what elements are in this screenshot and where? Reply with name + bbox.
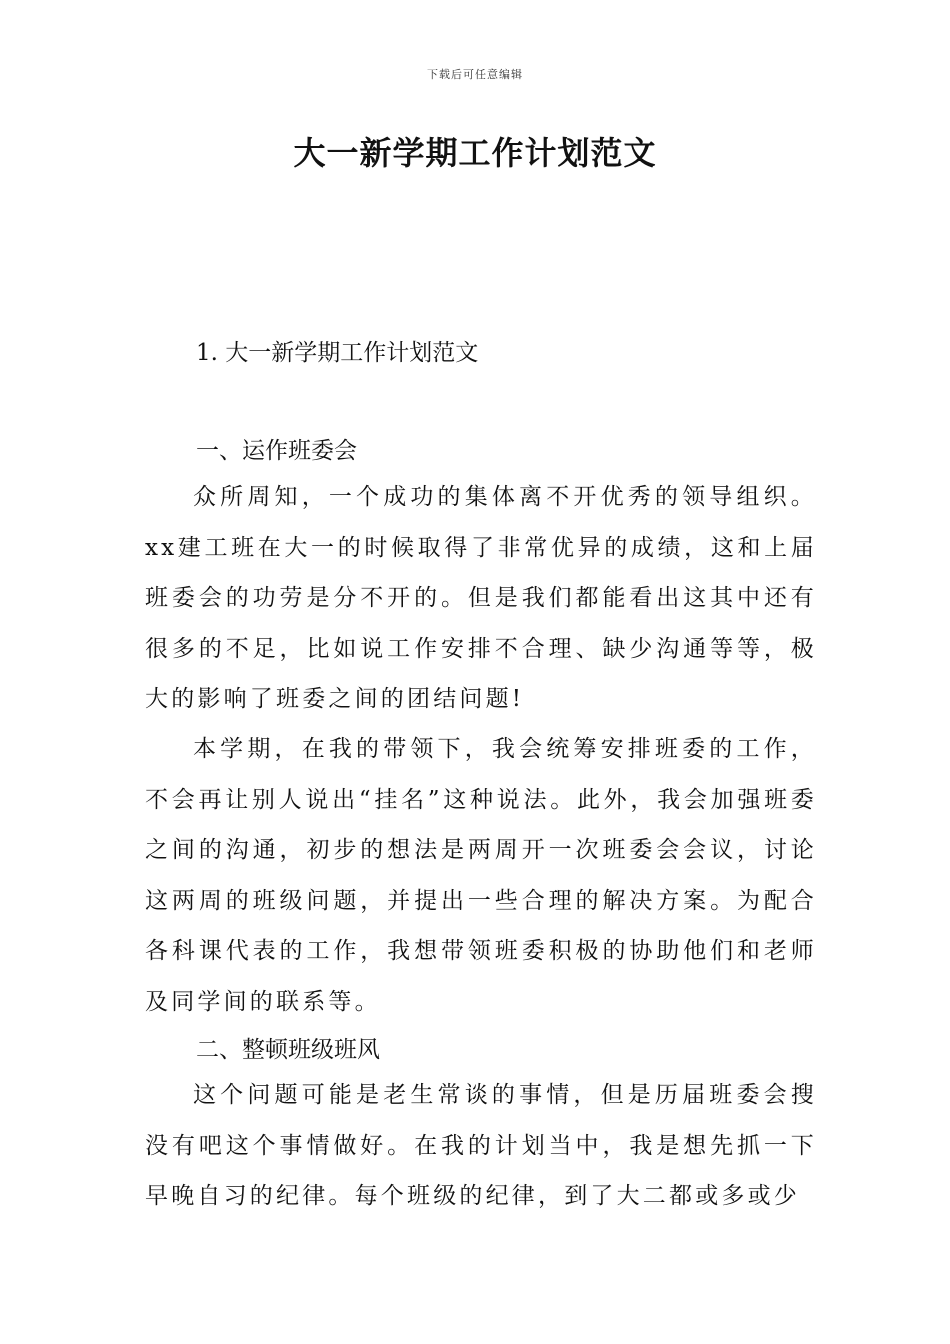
paragraph: 这个问题可能是老生常谈的事情，但是历届班委会搜没有吧这个事情做好。在我的计划当中，我是想先抓一下早晚自习的纪律。每个班级的纪律，到了大二都或多或少: [145, 1082, 817, 1209]
document-title: 大一新学期工作计划范文: [293, 134, 657, 172]
section-heading-2: 二、整顿班级班风: [196, 1037, 380, 1063]
section-heading-1: 一、运作班委会: [196, 438, 357, 464]
paragraph: 本学期，在我的带领下，我会统筹安排班委的工作，不会再让别人说出“挂名”这种说法。此外，我会加强班委之间的沟通，初步的想法是两周开一次班委会会议，讨论这两周的班级问题，并提出一些合理的解决方案。为配合各科课代表的工作，我想带领班委积极的协助他们和老师及同学间的联系等。: [145, 736, 817, 1015]
paragraph: 众所周知，一个成功的集体离不开优秀的领导组织。xx建工班在大一的时候取得了非常优异的成绩，这和上届班委会的功劳是分不开的。但是我们都能看出这其中还有很多的不足，比如说工作安排不合理、缺少沟通等等，极大的影响了班委之间的团结问题!: [145, 484, 817, 712]
document-subtitle: 1. 大一新学期工作计划范文: [196, 340, 479, 366]
header-note: 下载后可任意编辑: [427, 68, 523, 81]
